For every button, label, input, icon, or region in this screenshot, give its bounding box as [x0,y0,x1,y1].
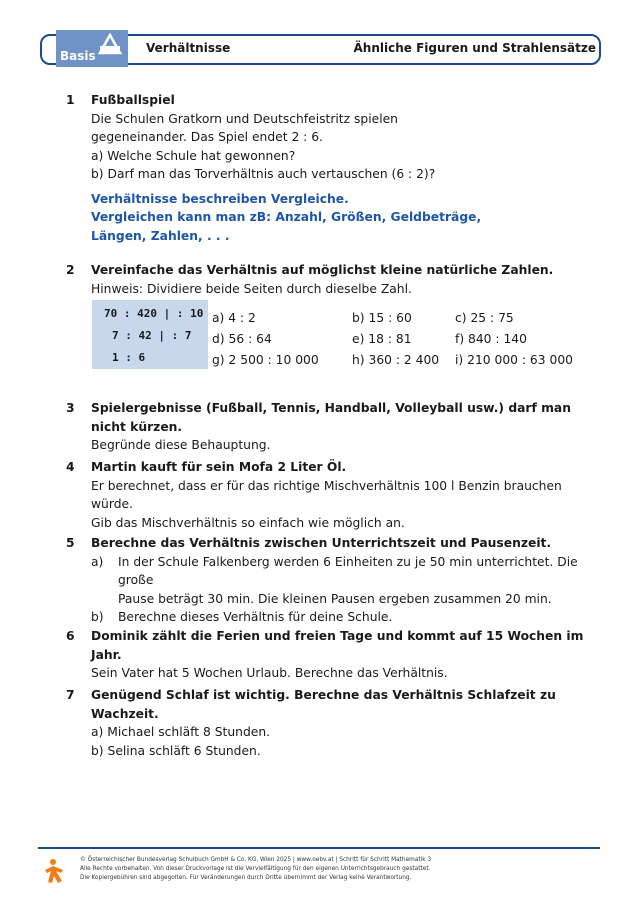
info-text: Verhältnisse beschreiben Vergleiche. [91,191,349,206]
exercise-item: g) 2 500 : 10 000 [212,353,319,367]
exercise-item: d) 56 : 64 [212,332,272,346]
exercise-item: i) 210 000 : 63 000 [455,353,573,367]
task-text: Begründe diese Behauptung. [91,438,271,452]
subtask-b [91,608,606,627]
basis-badge [56,30,128,67]
example-line: 70 : 420 | : 10 [104,307,204,320]
task-title: Genügend Schlaf ist wichtig. Berechne das Verhältnis Schlafzeit zu Wachzeit. [91,688,556,721]
task-text: Er berechnet, dass er für das richtige Mischverhältnis 100 l Benzin brauchen würde. [91,478,562,511]
triangle-level-icon [98,33,122,57]
task-title: Fußballspiel [91,93,175,107]
publisher-logo-icon [40,858,66,886]
subtask-label: a) [91,554,104,569]
exercise-item: f) 840 : 140 [455,332,527,346]
chapter-title: Verhältnisse [146,41,231,55]
task-text: Pause beträgt 30 min. Die kleinen Pausen ergeben zusammen 20 min. [118,591,552,606]
task-number: 6 [66,629,75,643]
task-3 [66,399,606,455]
task-number: 5 [66,536,75,550]
task-text: Die Schulen Gratkorn und Deutschfeistritz spielen [91,111,398,126]
task-text: In der Schule Falkenberg werden 6 Einheiten zu je 50 min unterrichtet. Die große [118,554,578,587]
task-5 [66,534,606,627]
copyright-line: Alle Rechte vorbehalten. Von dieser Druckvorlage ist die Vervielfältigung für den eigenen Unterrichtsgebrauch gestattet. [80,866,431,872]
task-title: Martin kauft für sein Mofa 2 Liter Öl. [91,460,347,474]
task-hint: Hinweis: Dividiere beide Seiten durch dieselbe Zahl. [91,281,412,296]
example-line: 1 : 6 [112,351,146,364]
task-2 [66,261,606,298]
task-title: Vereinfache das Verhältnis auf möglichst kleine natürliche Zahlen. [91,263,554,277]
task-text: Berechne dieses Verhältnis für deine Schule. [118,610,393,624]
copyright-line: Die Kopiergebühren sind abgegolten. Für Veränderungen durch Dritte übernimmt der Verlag keine Verantwortung. [80,875,412,881]
task-number: 7 [66,688,75,702]
subtask-a: a) Michael schläft 8 Stunden. [91,725,271,739]
example-box [92,300,208,369]
example-line: 7 : 42 | : 7 [112,329,192,342]
exercise-item: c) 25 : 75 [455,311,514,325]
copyright-line: © Österreichischer Bundesverlag Schulbuch GmbH & Co. KG, Wien 2025 | www.oebv.at | Schritt für Schritt Mathematik 3 [80,857,432,863]
task-text: gegeneinander. Das Spiel endet 2 : 6. [91,130,323,144]
subtask-b: b) Selina schläft 6 Stunden. [91,743,261,758]
subtask-a [91,553,606,609]
subtask-b: b) Darf man das Torverhältnis auch vertauschen (6 : 2)? [91,167,436,181]
task-title: Berechne das Verhältnis zwischen Unterrichtszeit und Pausenzeit. [91,536,552,550]
task-4 [66,458,606,532]
task-number: 4 [66,460,75,474]
basis-label: Basis [60,49,96,63]
info-text: Längen, Zahlen, . . . [91,228,230,243]
subtask-a: a) Welche Schule hat gewonnen? [91,148,296,163]
exercise-item: e) 18 : 81 [352,332,412,346]
task-7 [66,686,606,760]
task-text: Sein Vater hat 5 Wochen Urlaub. Berechne das Verhältnis. [91,666,448,680]
task-number: 1 [66,93,75,107]
task-title: Dominik zählt die Ferien und freien Tage und kommt auf 15 Wochen im Jahr. [91,629,584,662]
task-text: Gib das Mischverhältnis so einfach wie möglich an. [91,515,405,530]
task-title: Spielergebnisse (Fußball, Tennis, Handball, Volleyball usw.) darf man nicht kürzen. [91,401,571,434]
task-number: 2 [66,263,75,277]
exercise-item: h) 360 : 2 400 [352,353,440,367]
section-title: Ähnliche Figuren und Strahlensätze [353,41,596,55]
exercise-item: b) 15 : 60 [352,311,412,325]
task-number: 3 [66,401,75,415]
footer-rule [38,847,600,849]
exercise-item: a) 4 : 2 [212,311,256,325]
task-1 [66,91,606,245]
subtask-label: b) [91,610,104,624]
copyright-notice [80,856,431,883]
task-6 [66,627,606,683]
info-text: Vergleichen kann man zB: Anzahl, Größen, Geldbeträge, [91,210,482,224]
